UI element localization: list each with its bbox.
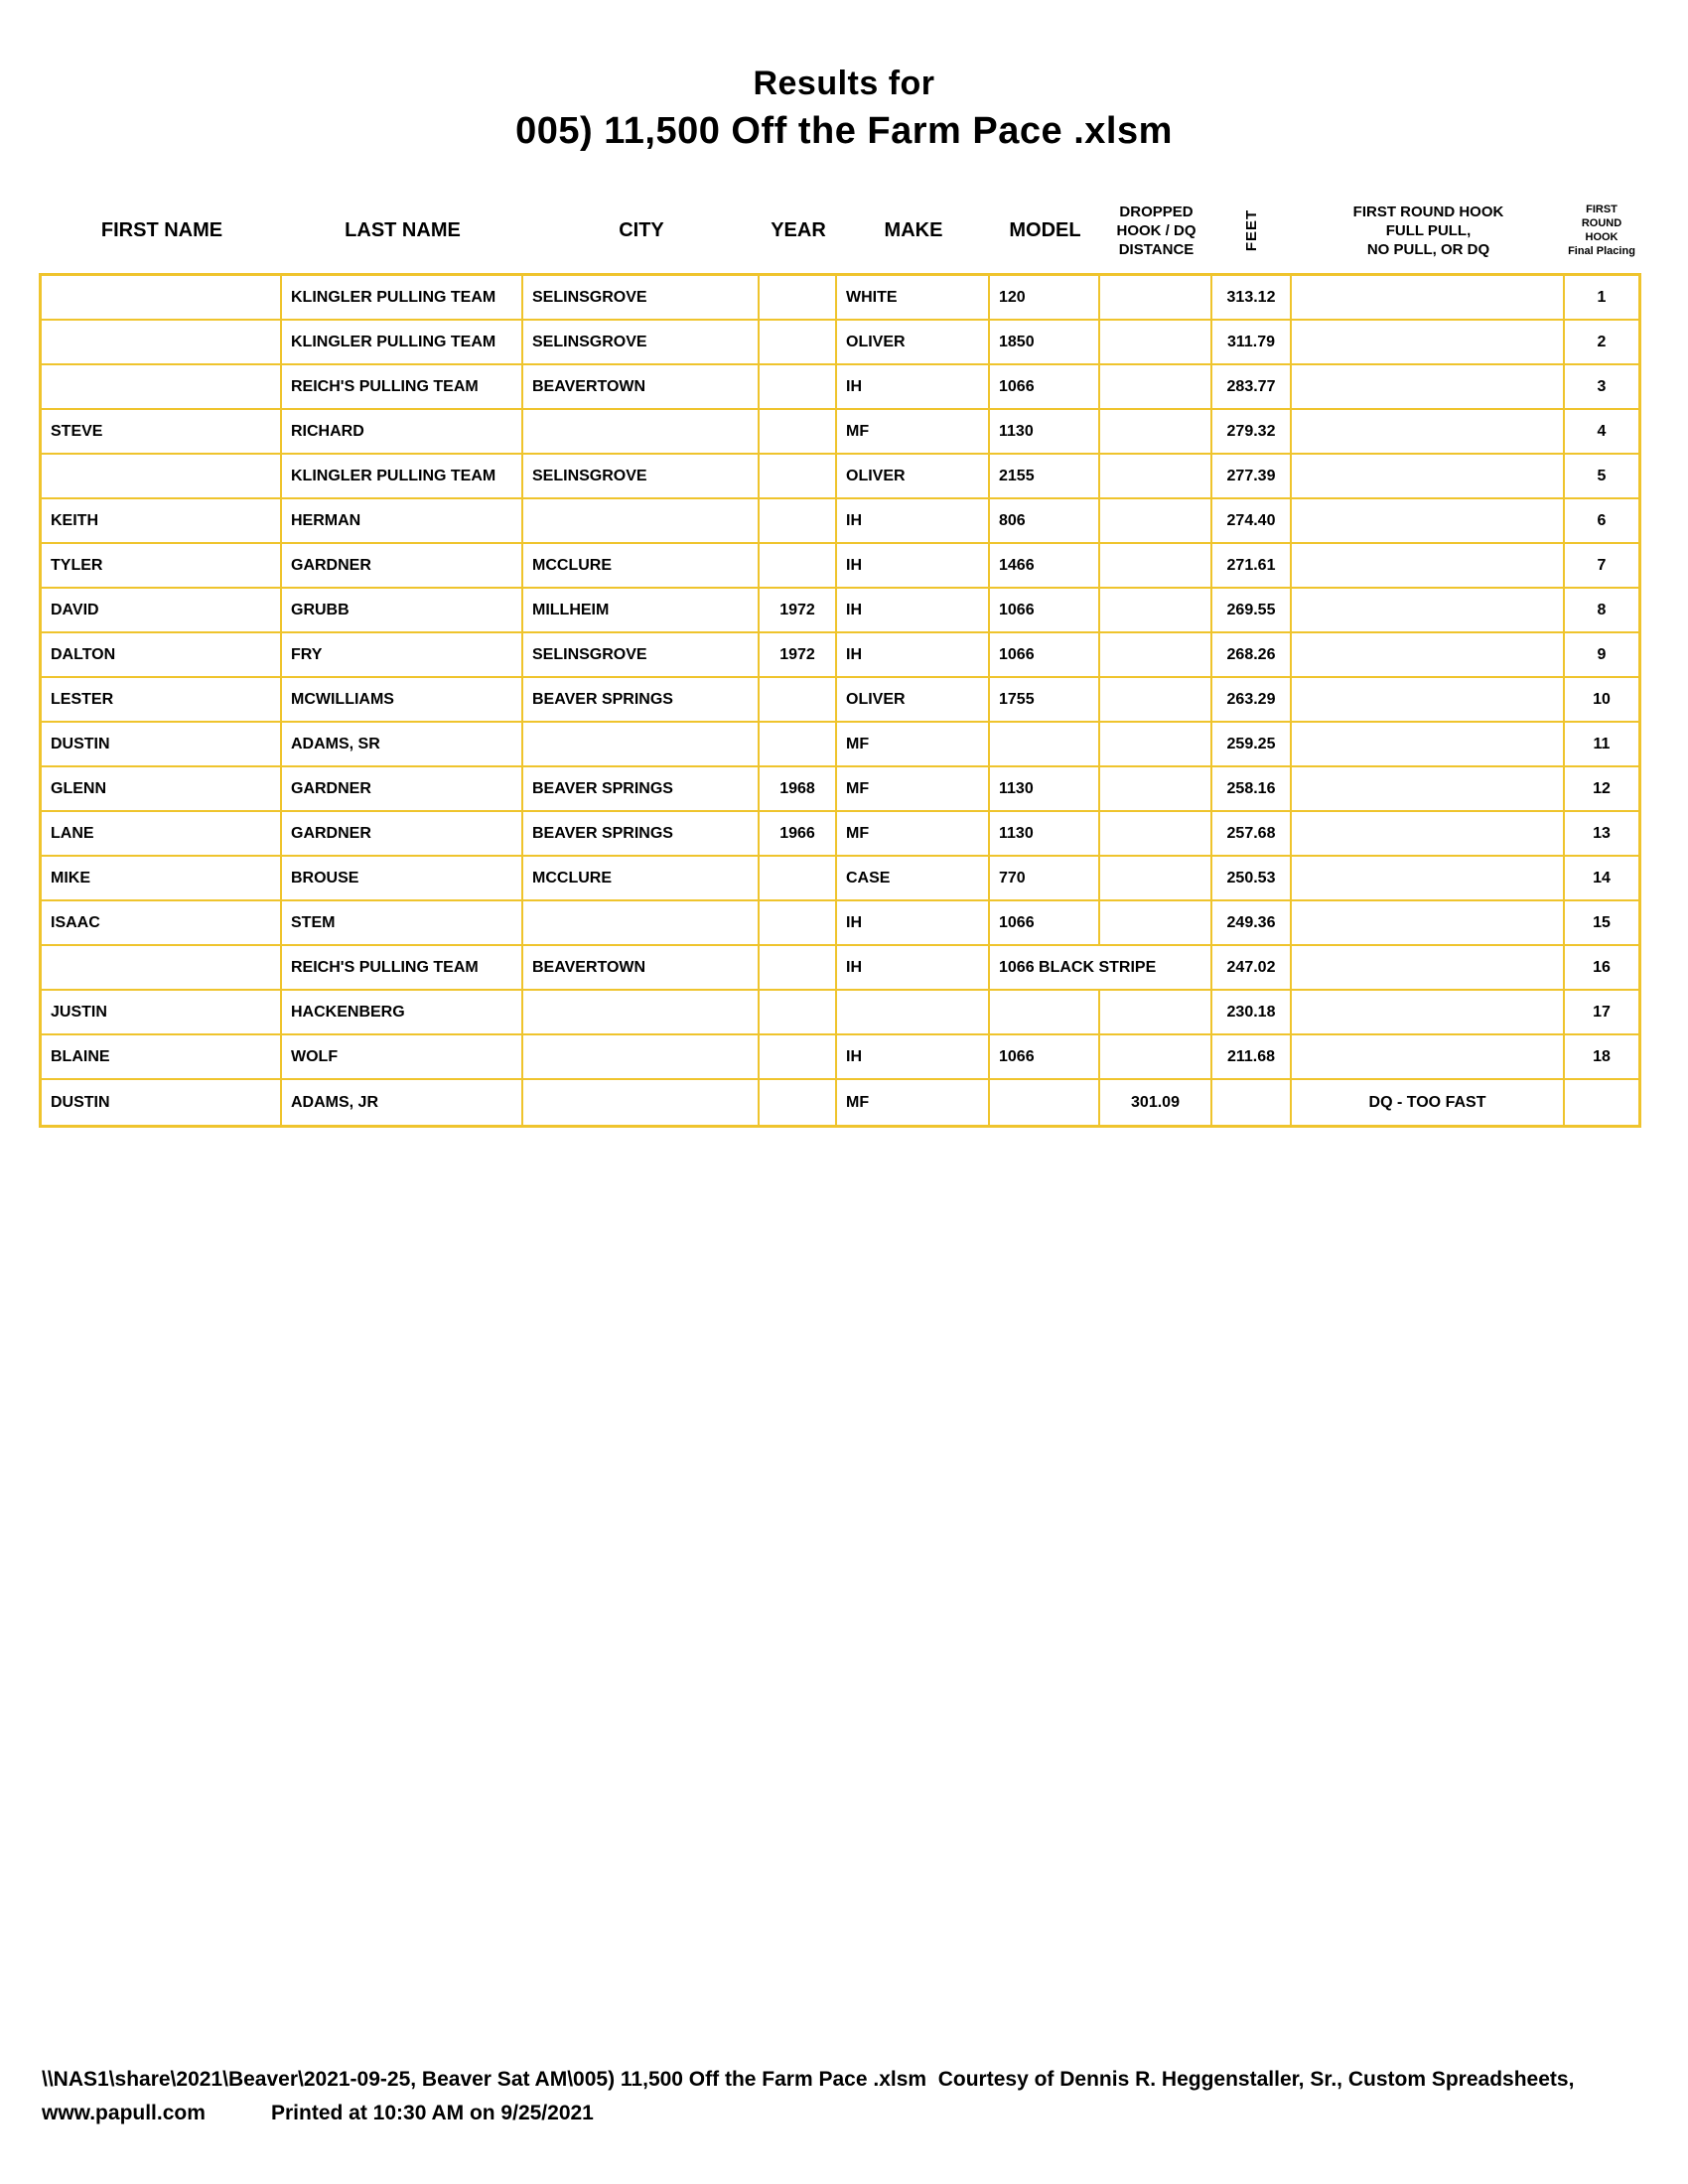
cell-model: 806	[990, 499, 1100, 544]
cell-model: 1066	[990, 1035, 1100, 1080]
cell-feet	[1212, 1080, 1292, 1125]
cell-model: 1066	[990, 365, 1100, 410]
cell-last-name: REICH'S PULLING TEAM	[282, 365, 523, 410]
cell-model: 2155	[990, 455, 1100, 499]
cell-first-name: DUSTIN	[42, 723, 282, 767]
cell-dropped	[1100, 633, 1212, 678]
cell-make: WHITE	[837, 276, 990, 321]
footer-printed-at: Printed at 10:30 AM on 9/25/2021	[271, 2102, 594, 2124]
cell-first-name: TYLER	[42, 544, 282, 589]
cell-dropped	[1100, 276, 1212, 321]
cell-dropped	[1100, 499, 1212, 544]
cell-first-round-hook	[1292, 499, 1565, 544]
cell-first-round-hook	[1292, 276, 1565, 321]
cell-last-name: FRY	[282, 633, 523, 678]
cell-dropped	[1100, 455, 1212, 499]
page-title-line1: Results for	[753, 65, 935, 102]
cell-model	[990, 1080, 1100, 1125]
cell-make: IH	[837, 1035, 990, 1080]
footer-line2	[42, 2101, 1574, 2126]
cell-year	[760, 455, 837, 499]
cell-city	[523, 499, 760, 544]
cell-first-name: DAVID	[42, 589, 282, 633]
cell-year	[760, 499, 837, 544]
cell-feet: 269.55	[1212, 589, 1292, 633]
cell-dropped	[1100, 991, 1212, 1035]
footer	[42, 2067, 1574, 2126]
cell-placing: 10	[1565, 678, 1638, 723]
cell-last-name: STEM	[282, 901, 523, 946]
cell-last-name: KLINGLER PULLING TEAM	[282, 321, 523, 365]
cell-make: MF	[837, 767, 990, 812]
cell-first-round-hook	[1292, 946, 1565, 991]
cell-first-name: STEVE	[42, 410, 282, 455]
cell-city: MILLHEIM	[523, 589, 760, 633]
cell-first-round-hook	[1292, 321, 1565, 365]
cell-first-name: MIKE	[42, 857, 282, 901]
cell-first-name: BLAINE	[42, 1035, 282, 1080]
cell-first-round-hook: DQ - TOO FAST	[1292, 1080, 1565, 1125]
cell-make: MF	[837, 1080, 990, 1125]
cell-first-name	[42, 946, 282, 991]
cell-first-round-hook	[1292, 723, 1565, 767]
cell-feet: 283.77	[1212, 365, 1292, 410]
cell-model	[990, 723, 1100, 767]
cell-city: MCCLURE	[523, 544, 760, 589]
cell-year	[760, 991, 837, 1035]
cell-make: OLIVER	[837, 678, 990, 723]
cell-last-name: REICH'S PULLING TEAM	[282, 946, 523, 991]
cell-first-name	[42, 321, 282, 365]
cell-make: MF	[837, 723, 990, 767]
cell-year	[760, 723, 837, 767]
cell-feet: 247.02	[1212, 946, 1292, 991]
cell-placing: 7	[1565, 544, 1638, 589]
cell-year	[760, 410, 837, 455]
cell-first-name	[42, 276, 282, 321]
cell-feet: 271.61	[1212, 544, 1292, 589]
cell-first-round-hook	[1292, 901, 1565, 946]
cell-first-name: JUSTIN	[42, 991, 282, 1035]
cell-placing: 4	[1565, 410, 1638, 455]
cell-year	[760, 901, 837, 946]
cell-first-name: DALTON	[42, 633, 282, 678]
cell-dropped	[1100, 410, 1212, 455]
cell-feet: 311.79	[1212, 321, 1292, 365]
cell-placing: 2	[1565, 321, 1638, 365]
cell-first-name: LESTER	[42, 678, 282, 723]
cell-model: 1130	[990, 812, 1100, 857]
cell-year	[760, 321, 837, 365]
cell-last-name: HACKENBERG	[282, 991, 523, 1035]
column-header-dropped-hook-dq-distance: DROPPED HOOK / DQ DISTANCE	[1116, 203, 1196, 258]
cell-first-name	[42, 365, 282, 410]
cell-feet: 249.36	[1212, 901, 1292, 946]
cell-placing: 17	[1565, 991, 1638, 1035]
cell-feet: 277.39	[1212, 455, 1292, 499]
cell-make: IH	[837, 365, 990, 410]
cell-last-name: RICHARD	[282, 410, 523, 455]
cell-last-name: GRUBB	[282, 589, 523, 633]
cell-first-round-hook	[1292, 410, 1565, 455]
cell-placing: 3	[1565, 365, 1638, 410]
cell-feet: 211.68	[1212, 1035, 1292, 1080]
cell-make: CASE	[837, 857, 990, 901]
cell-city: BEAVERTOWN	[523, 365, 760, 410]
cell-year	[760, 857, 837, 901]
cell-last-name: ADAMS, JR	[282, 1080, 523, 1125]
cell-first-round-hook	[1292, 812, 1565, 857]
cell-make: MF	[837, 812, 990, 857]
cell-year	[760, 678, 837, 723]
cell-last-name: GARDNER	[282, 812, 523, 857]
cell-city: SELINSGROVE	[523, 321, 760, 365]
cell-year	[760, 365, 837, 410]
cell-model: 1850	[990, 321, 1100, 365]
cell-last-name: BROUSE	[282, 857, 523, 901]
column-header-last-name: LAST NAME	[345, 219, 461, 241]
cell-dropped	[1100, 321, 1212, 365]
cell-dropped	[1100, 678, 1212, 723]
footer-file-path: \\NAS1\share\2021\Beaver\2021-09-25, Beaver Sat AM\005) 11,500 Off the Farm Pace .xlsm Courtesy of Dennis R. Heggenstaller, Sr., Custom Spreadsheets,	[42, 2068, 1575, 2091]
cell-feet: 259.25	[1212, 723, 1292, 767]
column-header-make: MAKE	[884, 219, 943, 241]
page-title-line2: 005) 11,500 Off the Farm Pace .xlsm	[515, 110, 1173, 152]
cell-make: IH	[837, 633, 990, 678]
cell-city: BEAVER SPRINGS	[523, 678, 760, 723]
cell-year	[760, 1080, 837, 1125]
cell-year	[760, 544, 837, 589]
cell-dropped	[1100, 857, 1212, 901]
cell-first-round-hook	[1292, 1035, 1565, 1080]
column-header-first-round-hook-result: FIRST ROUND HOOK FULL PULL, NO PULL, OR DQ	[1352, 203, 1504, 258]
cell-placing: 9	[1565, 633, 1638, 678]
results-table	[39, 273, 1641, 1128]
cell-placing: 8	[1565, 589, 1638, 633]
cell-dropped	[1100, 723, 1212, 767]
cell-dropped: 301.09	[1100, 1080, 1212, 1125]
column-header-first-round-hook-final-placing: FIRST ROUND HOOK Final Placing	[1568, 204, 1635, 257]
cell-first-round-hook	[1292, 767, 1565, 812]
cell-model	[990, 991, 1100, 1035]
cell-last-name: GARDNER	[282, 544, 523, 589]
cell-first-name: DUSTIN	[42, 1080, 282, 1125]
cell-placing: 16	[1565, 946, 1638, 991]
column-header-year: YEAR	[771, 219, 826, 241]
cell-make	[837, 991, 990, 1035]
cell-city	[523, 1035, 760, 1080]
cell-dropped	[1100, 812, 1212, 857]
cell-year: 1968	[760, 767, 837, 812]
cell-dropped	[1100, 365, 1212, 410]
cell-city: SELINSGROVE	[523, 455, 760, 499]
cell-make: IH	[837, 589, 990, 633]
cell-model: 1066	[990, 901, 1100, 946]
cell-city: SELINSGROVE	[523, 276, 760, 321]
cell-last-name: WOLF	[282, 1035, 523, 1080]
cell-model: 1066	[990, 589, 1100, 633]
cell-city: MCCLURE	[523, 857, 760, 901]
cell-feet: 263.29	[1212, 678, 1292, 723]
cell-year: 1966	[760, 812, 837, 857]
cell-first-name	[42, 455, 282, 499]
cell-model: 1130	[990, 767, 1100, 812]
cell-first-round-hook	[1292, 589, 1565, 633]
cell-first-round-hook	[1292, 857, 1565, 901]
cell-model: 770	[990, 857, 1100, 901]
column-header-feet: FEET	[1243, 208, 1260, 252]
cell-city	[523, 1080, 760, 1125]
cell-placing	[1565, 1080, 1638, 1125]
cell-feet: 313.12	[1212, 276, 1292, 321]
cell-year: 1972	[760, 633, 837, 678]
cell-first-name: LANE	[42, 812, 282, 857]
cell-first-name: KEITH	[42, 499, 282, 544]
cell-placing: 11	[1565, 723, 1638, 767]
footer-website: www.papull.com	[42, 2102, 206, 2124]
cell-feet: 230.18	[1212, 991, 1292, 1035]
cell-feet: 268.26	[1212, 633, 1292, 678]
cell-make: IH	[837, 544, 990, 589]
cell-first-name: ISAAC	[42, 901, 282, 946]
cell-model: 1130	[990, 410, 1100, 455]
cell-feet: 250.53	[1212, 857, 1292, 901]
cell-city: BEAVER SPRINGS	[523, 767, 760, 812]
column-header-first-name: FIRST NAME	[100, 219, 223, 241]
cell-first-round-hook	[1292, 678, 1565, 723]
cell-year	[760, 1035, 837, 1080]
column-header-city: CITY	[619, 219, 664, 241]
cell-last-name: GARDNER	[282, 767, 523, 812]
cell-dropped	[1100, 589, 1212, 633]
column-header-model: MODEL	[1009, 219, 1081, 241]
cell-year	[760, 946, 837, 991]
cell-placing: 13	[1565, 812, 1638, 857]
cell-placing: 1	[1565, 276, 1638, 321]
cell-first-round-hook	[1292, 544, 1565, 589]
table-header-row	[42, 185, 1638, 276]
cell-placing: 6	[1565, 499, 1638, 544]
page-title	[0, 60, 1688, 155]
cell-first-round-hook	[1292, 633, 1565, 678]
cell-first-round-hook	[1292, 991, 1565, 1035]
cell-city	[523, 410, 760, 455]
cell-model: 1755	[990, 678, 1100, 723]
cell-last-name: HERMAN	[282, 499, 523, 544]
cell-feet: 274.40	[1212, 499, 1292, 544]
cell-first-name: GLENN	[42, 767, 282, 812]
cell-last-name: ADAMS, SR	[282, 723, 523, 767]
cell-first-round-hook	[1292, 455, 1565, 499]
cell-city: SELINSGROVE	[523, 633, 760, 678]
cell-make: IH	[837, 499, 990, 544]
cell-year	[760, 276, 837, 321]
cell-city	[523, 991, 760, 1035]
cell-feet: 279.32	[1212, 410, 1292, 455]
cell-make: OLIVER	[837, 321, 990, 365]
cell-dropped	[1100, 767, 1212, 812]
cell-model: 120	[990, 276, 1100, 321]
cell-model: 1466	[990, 544, 1100, 589]
cell-placing: 12	[1565, 767, 1638, 812]
cell-make: IH	[837, 901, 990, 946]
cell-feet: 257.68	[1212, 812, 1292, 857]
cell-placing: 14	[1565, 857, 1638, 901]
cell-city: BEAVER SPRINGS	[523, 812, 760, 857]
cell-dropped	[1100, 901, 1212, 946]
cell-make: MF	[837, 410, 990, 455]
cell-placing: 15	[1565, 901, 1638, 946]
cell-city	[523, 723, 760, 767]
cell-last-name: MCWILLIAMS	[282, 678, 523, 723]
cell-city	[523, 901, 760, 946]
cell-last-name: KLINGLER PULLING TEAM	[282, 276, 523, 321]
cell-feet: 258.16	[1212, 767, 1292, 812]
cell-model: 1066	[990, 633, 1100, 678]
cell-dropped	[1100, 544, 1212, 589]
cell-placing: 5	[1565, 455, 1638, 499]
cell-year: 1972	[760, 589, 837, 633]
cell-placing: 18	[1565, 1035, 1638, 1080]
cell-make: OLIVER	[837, 455, 990, 499]
cell-model: 1066 BLACK STRIPE	[990, 946, 1212, 991]
cell-last-name: KLINGLER PULLING TEAM	[282, 455, 523, 499]
cell-city: BEAVERTOWN	[523, 946, 760, 991]
cell-first-round-hook	[1292, 365, 1565, 410]
cell-make: IH	[837, 946, 990, 991]
cell-dropped	[1100, 1035, 1212, 1080]
